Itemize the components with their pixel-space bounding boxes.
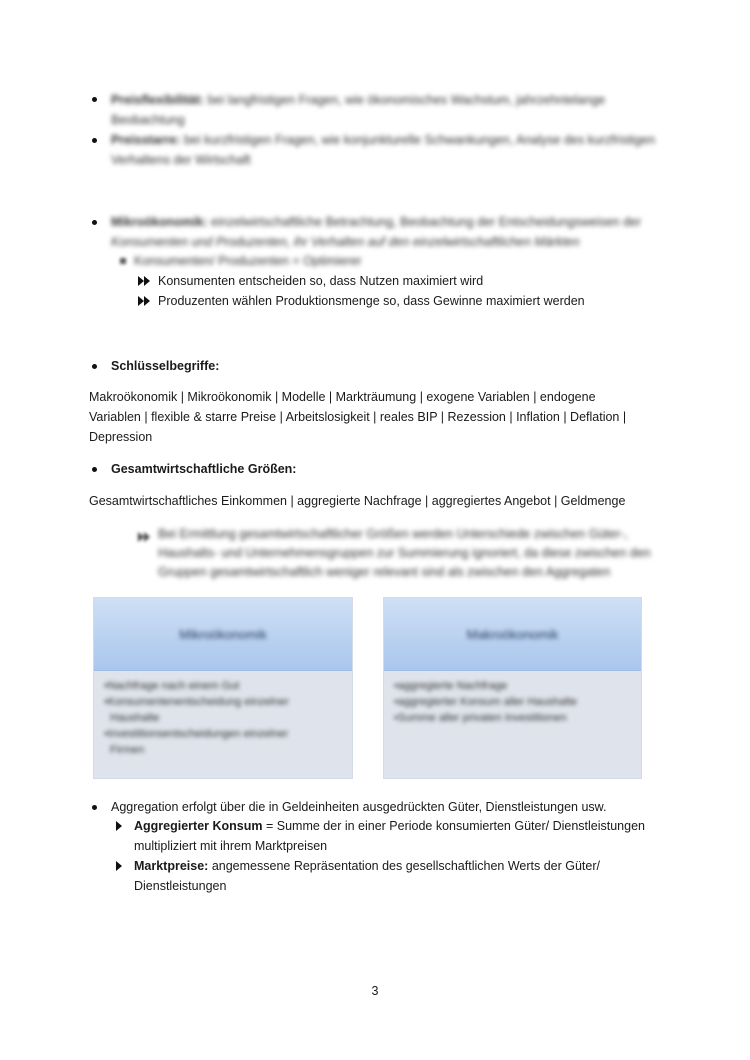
- aggregates-line: Gesamtwirtschaftliches Einkommen | aggregierte Nachfrage | aggregiertes Angebot | Geldmenge: [89, 494, 626, 508]
- bullet: [92, 97, 97, 102]
- triangle-bullet-icon: [116, 821, 122, 831]
- bullet: [92, 467, 97, 472]
- blurred-paragraph: Mikroökonomik: einzelwirtschaftliche Betrachtung, Beobachtung der Entscheidungsweisen der: [111, 215, 642, 229]
- makro-box-body: •aggregierte Nachfrage •aggregierter Konsum aller Haushalte •Summe aller privaten Investitionen: [394, 680, 578, 724]
- keywords-heading: Schlüsselbegriffe:: [111, 359, 220, 373]
- blurred-paragraph: Preisstarre: bei kurzfristigen Fragen, wie konjunkturelle Schwankungen, Analyse des kurzfristigen: [111, 133, 656, 147]
- sub-item: Aggregierter Konsum = Summe der in einer Periode konsumierten Güter/ Dienstleistungen: [134, 819, 645, 833]
- mikro-box-body: •Nachfrage nach einem Gut •Konsumentenentscheidung einzelner Haushalte •Investitionsentscheidungen einzelner Firmen: [104, 680, 289, 756]
- micro-point: Produzenten wählen Produktionsmenge so, dass Gewinne maximiert werden: [158, 294, 585, 308]
- aggregates-heading: Gesamtwirtschaftliche Größen:: [111, 462, 297, 476]
- blurred-note-line: Gruppen gesamtwirtschaftlich weniger relevant sind als zwischen den Aggregaten: [158, 565, 611, 579]
- makro-box: [383, 597, 642, 779]
- blurred-paragraph-line2: Konsumenten und Produzenten, ihr Verhalten auf den einzelwirtschaftlichen Märkten: [111, 235, 580, 249]
- blurred-note-line: Bei Ermittlung gesamtwirtschaftlicher Größen werden Unterschiede zwischen Güter-,: [158, 527, 628, 541]
- mikro-box-header: Mikroökonomik: [94, 598, 352, 671]
- bullet: [92, 364, 97, 369]
- keywords-line: Makroökonomik | Mikroökonomik | Modelle | Markträumung | exogene Variablen | endogene: [89, 390, 596, 404]
- sub-item-line2: Dienstleistungen: [134, 879, 227, 893]
- blurred-paragraph-line2: Beobachtung: [111, 113, 185, 127]
- page-number: 3: [371, 984, 379, 998]
- blurred-paragraph: Preisflexibilität: bei langfristigen Fragen, wie ökonomisches Wachstum, jahrzehntelange: [111, 93, 606, 107]
- bullet: [92, 805, 97, 810]
- blurred-note-line: Haushalts- und Unternehmensgruppen zur Summierung ignoriert, da diese zwischen den: [158, 546, 651, 560]
- keywords-line: Variablen | flexible & starre Preise | Arbeitslosigkeit | reales BIP | Rezession | Inflation | Deflation |: [89, 410, 627, 424]
- aggregation-line: Aggregation erfolgt über die in Geldeinheiten ausgedrückten Güter, Dienstleistungen usw.: [111, 800, 607, 814]
- makro-box-header: Makroökonomik: [384, 598, 641, 671]
- micro-point: Konsumenten entscheiden so, dass Nutzen maximiert wird: [158, 274, 484, 288]
- bullet: [92, 220, 97, 225]
- triangle-bullet-icon: [116, 861, 122, 871]
- blurred-subpoint: Konsumenten/ Produzenten = Optimierer: [134, 254, 362, 268]
- square-bullet-icon: [120, 258, 126, 264]
- bullet: [92, 138, 97, 143]
- sub-item-line2: multipliziert mit ihrem Marktpreisen: [134, 839, 328, 853]
- mikro-box: [93, 597, 353, 779]
- keywords-line: Depression: [89, 430, 153, 444]
- sub-item: Marktpreise: angemessene Repräsentation des gesellschaftlichen Werts der Güter/: [134, 859, 600, 873]
- blurred-paragraph-line2: Verhaltens der Wirtschaft: [111, 153, 251, 167]
